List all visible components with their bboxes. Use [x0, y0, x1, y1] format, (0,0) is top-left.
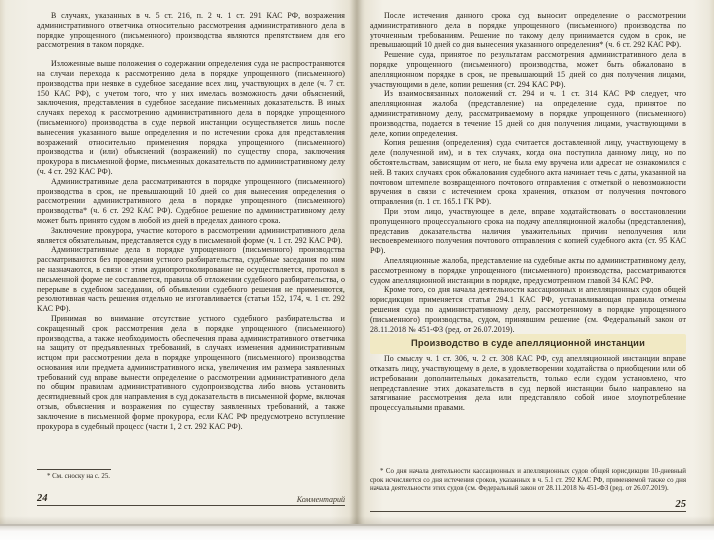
paragraph: Заключение прокурора, участие которого в рассмотрении административного дела является обязательным, представляется суду в письменной форме (ч. 1 ст. 292 КАС РФ).	[37, 225, 345, 245]
footnote-text: * Со дня начала деятельности кассационных и апелляционных судов общей юрисдикции 10-дневный срок исчисляется со дня истечения сроков, указанных в ч. 5.1 ст. 292 КАС РФ, применяемой также со дня начала деятельности этих судов (см. Федеральный закон от 28.11.2018 № 451-ФЗ (ред. от 26.07.2019).	[370, 468, 686, 493]
paragraph: Изложенные выше положения о содержании определения суда не распространяются на случаи перехода к рассмотрению дела в порядке упрощенного (письменного) производства при неявке в судебное заседание всех лиц, участвующих в деле (ч. 7 ст. 150 КАС РФ), с учетом того, что у них имелась возможность дачи объяснений, заключения, представления в судебное заседание письменных доказательств. В иных случаях переход к рассмотрению административного дела в порядке упрощенного (письменного) производства в суде первой инстанции осуществляется лишь после вынесения указанного выше определения и по истечении срока для представления возражений относительно применения порядка упрощенного (письменного) производства и (или) объяснений (возражений) по существу спора, заключения прокурора в письменной форме, письменных доказательств по административному делу (ч. 4 ст. 292 КАС РФ).	[37, 59, 345, 176]
right-footnote	[370, 468, 686, 494]
right-page-footer	[370, 499, 686, 512]
desk-surface	[0, 524, 714, 540]
paragraph: Решение суда, принятое по результатам рассмотрения административного дела в порядке упрощенного (письменного) производства, может быть обжаловано в апелляционном порядке в срок, не превышающий 15 дней со дня получения лицами, участвующими в деле, копии решения (ст. 294 КАС РФ).	[370, 50, 686, 89]
footnote-divider	[37, 469, 111, 470]
left-page	[0, 0, 357, 524]
section-heading: Производство в суде апелляционной инстанции	[370, 334, 686, 354]
left-page-footer	[37, 493, 345, 506]
left-page-body	[37, 11, 345, 460]
paragraph: После истечения данного срока суд выносит определение о рассмотрении административного дела в порядке упрощенного (письменного) производства по уточненным требованиям. Решение по такому делу принимается судом в срок, не превышающий 10 дней со дня вынесения указанного определения* (ч. 6 ст. 292 КАС РФ).	[370, 11, 686, 50]
paragraph: В случаях, указанных в ч. 5 ст. 216, п. 2 ч. 1 ст. 291 КАС РФ, возражения административного ответчика относительно рассмотрения административного дела в порядке упрощенного (письменного) производства являются препятствием для его рассмотрения в таком порядке.	[37, 11, 345, 50]
paragraph: Кроме того, со дня начала деятельности кассационных и апелляционных судов общей юрисдикции применяется статья 294.1 КАС РФ, устанавливающая правила отмены решения суда по административному делу, рассмотренному в порядке упрощенного (письменного) производства, судом, принявшим решение (см. Федеральный закон от 28.11.2018 № 451-ФЗ (ред. от 26.07.2019).	[370, 285, 686, 334]
right-page	[357, 0, 714, 524]
paragraph: Копия решения (определения) суда считается доставленной лицу, участвующему в деле (полученной им), и в тех случаях, когда она поступила данному лицу, но по обстоятельствам, зависящим от него, не была ему вручена или адресат не ознакомился с ней. В таких случаях срок обжалования судебного акта начинает течь с даты, указанной на почтовом штемпеле возвращенного почтового отправления с отметкой о невозможности вручения в связи с истечением срока хранения, отказом от получения почтового отправления (п. 1 ст. 165.1 ГК РФ).	[370, 138, 686, 207]
paragraph: Апелляционные жалоба, представление на судебные акты по административному делу, рассмотренному в порядке упрощенного (письменного) производства, рассматриваются судом апелляционной инстанции в порядке, предусмотренном главой 34 КАС РФ.	[370, 255, 686, 285]
footer-rule	[37, 493, 345, 506]
paragraph: Из взаимосвязанных положений ст. 294 и ч. 1 ст. 314 КАС РФ следует, что апелляционная жалоба (представление) на определение суда, принятое по административному делу, рассматриваемому в порядке упрощенного (письменного) производства, подается в течение 15 дней со дня получения лицами, участвующими в деле, копии определения.	[370, 89, 686, 138]
footnote-text: * См. сноску на с. 25.	[47, 473, 110, 481]
right-page-body	[370, 11, 686, 454]
left-footnote	[37, 469, 345, 482]
footer-rule	[370, 499, 686, 512]
paragraph: Принимая во внимание отсутствие устного судебного разбирательства и сокращенный срок рассмотрения дела в порядке упрощенного (письменного) производства, а также необходимость обеспечения права административного ответчика на защиту от предъявленных требований, в случаях изменения административным истцом при рассмотрении дела в порядке упрощенного (письменного) производства основания или предмета административного иска, увеличения им размера заявленных требований суд вправе вынести определение о рассмотрении административного дела по общим правилам административного судопроизводства либо вновь установить десятидневный срок для направления в суд доказательств в письменной форме, включая отзыв, объяснения и возражения по существу заявленных требований, а также заключение в письменной форме прокурора, если КАС РФ предусмотрено вступление прокурора в судебный процесс (части 1, 2 ст. 292 КАС РФ).	[37, 313, 345, 431]
paragraph: При этом лицо, участвующее в деле, вправе ходатайствовать о восстановлении пропущенного процессуального срока на подачу апелляционной жалобы (представления), представив доказательства наличия уважительных причин неполучения или несвоевременного получения почтового отправления с копией судебного акта (ст. 95 КАС РФ).	[370, 206, 686, 256]
page-number: 24	[37, 493, 48, 504]
running-footer: Комментарий	[296, 495, 345, 504]
paragraph: По смыслу ч. 1 ст. 306, ч. 2 ст. 308 КАС РФ, суд апелляционной инстанции вправе отказать лицу, участвующему в деле, в удовлетворении ходатайства о приобщении или об истребовании дополнительных доказательств, только если судом установлено, что непредставление этих доказательств в суд первой инстанции было направлено на затягивание рассмотрения дела или представляло собой иное злоупотребление процессуальными правами.	[370, 354, 686, 413]
paragraph: Административные дела рассматриваются в порядке упрощенного (письменного) производства в срок, не превышающий 10 дней со дня вынесения определения о рассмотрении административного дела в порядке упрощенного (письменного) производства* (ч. 6 ст. 292 КАС РФ). Судебное решение по административному делу может быть принято судом в любой из дней в пределах данного срока.	[37, 176, 345, 225]
page-number: 25	[675, 499, 686, 510]
paragraph: Административные дела в порядке упрощенного (письменного) производства рассматриваются без проведения устного разбирательства, судебные заседания по ним не назначаются, в связи с этим аудиопротоколирование не осуществляется, протокол в письменной форме не составляется, правила об отложении судебного разбирательства, о перерыве в судебном заседании, об объявлении судебного решения не применяются, резолютивная часть решения отдельно не изготавливается (статьи 152, 174, ч. 1 ст. 292 КАС РФ).	[37, 245, 345, 314]
